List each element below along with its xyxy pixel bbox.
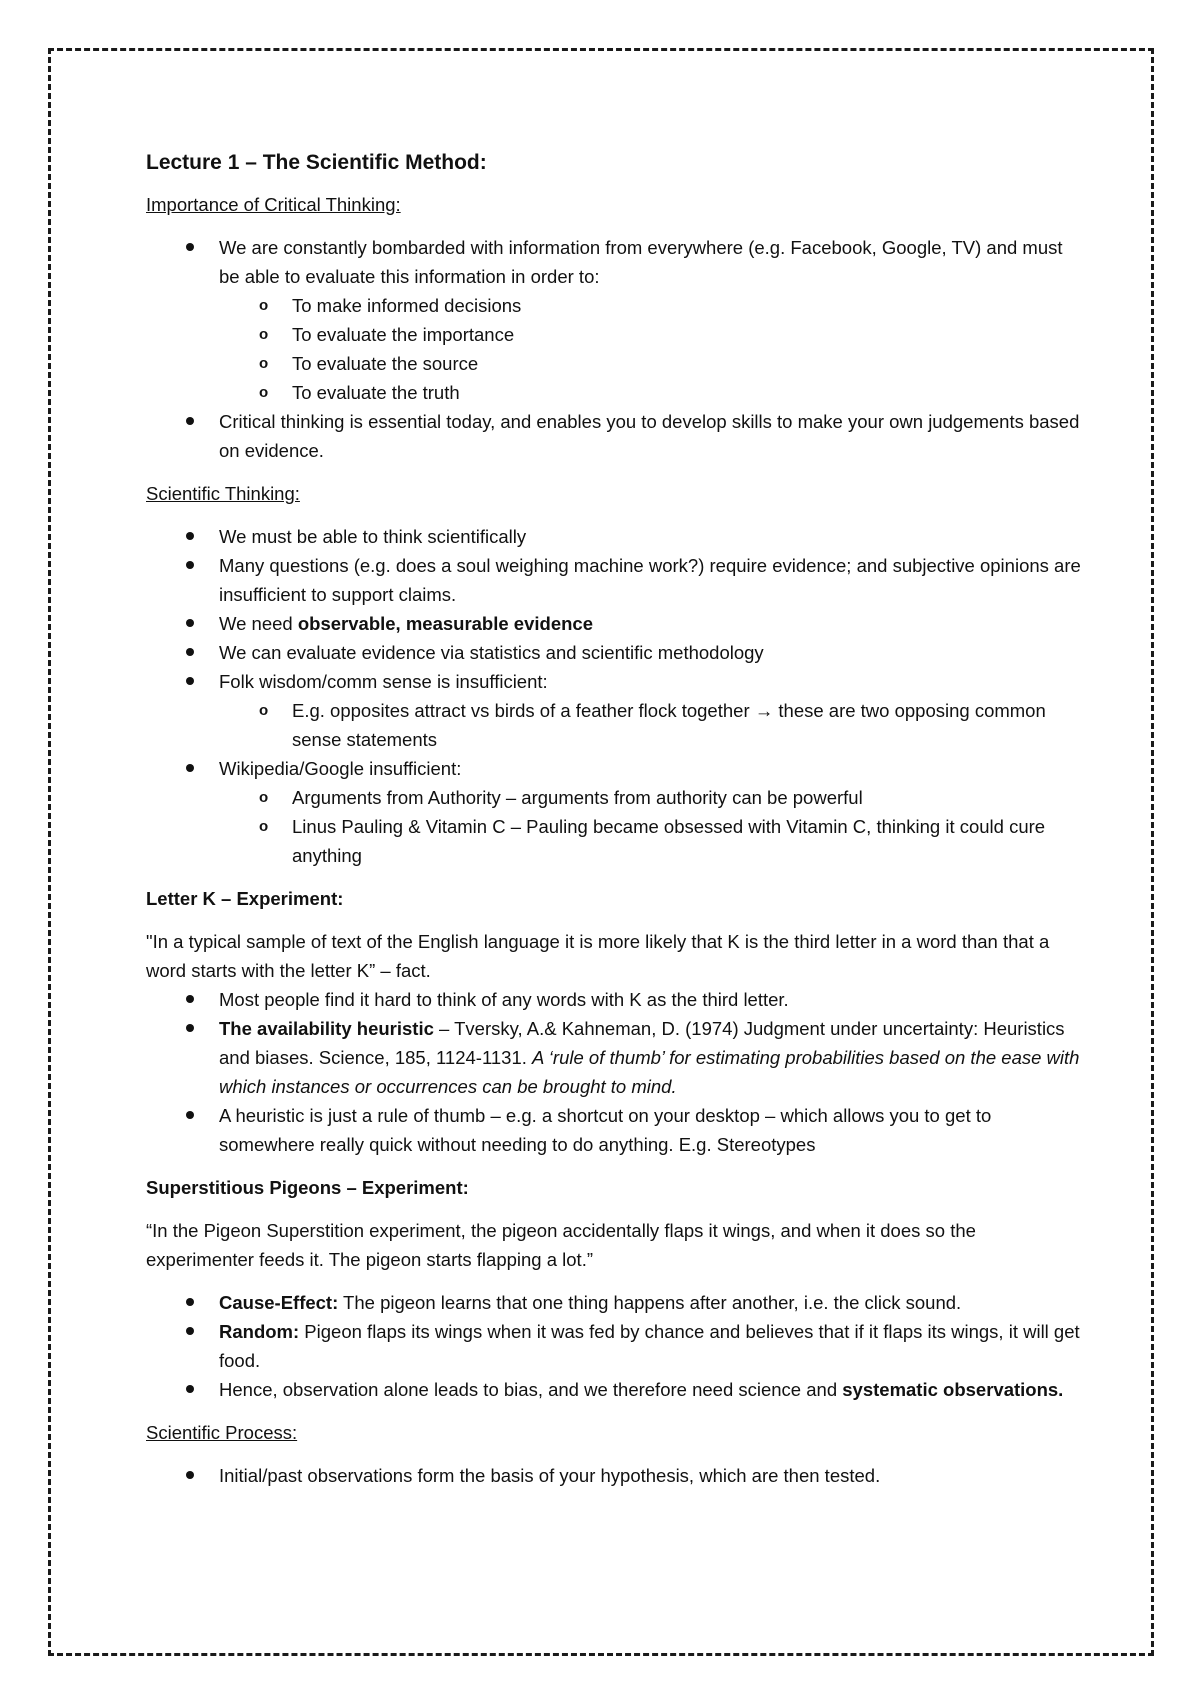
document-body xyxy=(146,148,1086,1504)
section-heading-scientific-thinking: Scientific Thinking: xyxy=(146,483,300,504)
scientific-process-list xyxy=(146,1461,1086,1490)
letter-k-quote: "In a typical sample of text of the English language it is more likely that K is the third letter in a word than that a word starts with the letter K” – fact. xyxy=(146,931,1050,981)
list-item: We must be able to think scientifically xyxy=(146,522,1086,551)
list-item: Critical thinking is essential today, and enables you to develop skills to make your own judgements based on evidence. xyxy=(146,407,1086,465)
list-item: We need observable, measurable evidence xyxy=(146,609,1086,638)
list-item: Initial/past observations form the basis of your hypothesis, which are then tested. xyxy=(146,1461,1086,1490)
sub-list-item: o Arguments from Authority – arguments from authority can be powerful xyxy=(219,783,1086,812)
section-heading-letter-k: Letter K – Experiment: xyxy=(146,888,344,909)
sub-list-item: o Linus Pauling & Vitamin C – Pauling became obsessed with Vitamin C, thinking it could cure anything xyxy=(219,812,1086,870)
sub-list-item: o E.g. opposites attract vs birds of a feather flock together → these are two opposing common sense statements xyxy=(219,696,1086,754)
pigeons-quote: “In the Pigeon Superstition experiment, the pigeon accidentally flaps it wings, and when it does so the experimenter feeds it. The pigeon starts flapping a lot.” xyxy=(146,1220,976,1270)
section-heading-scientific-process: Scientific Process: xyxy=(146,1422,298,1443)
sub-list xyxy=(219,696,1086,754)
sub-list-item: o To evaluate the source xyxy=(219,349,1086,378)
sub-list-item: o To evaluate the truth xyxy=(219,378,1086,407)
list-item: We can evaluate evidence via statistics and scientific methodology xyxy=(146,638,1086,667)
sub-list xyxy=(219,291,1086,407)
list-item: Hence, observation alone leads to bias, and we therefore need science and systematic observations. xyxy=(146,1375,1086,1404)
sub-list-item: o To evaluate the importance xyxy=(219,320,1086,349)
list-item: A heuristic is just a rule of thumb – e.g. a shortcut on your desktop – which allows you to get to somewhere really quick without needing to do anything. E.g. Stereotypes xyxy=(146,1101,1086,1159)
list-item: Most people find it hard to think of any words with K as the third letter. xyxy=(146,985,1086,1014)
list-item: We are constantly bombarded with information from everywhere (e.g. Facebook, Google, TV) and must be able to evaluate this information in order to: o To make informed decisions o To evaluate the importance o To evaluate the source o To evaluate the truth xyxy=(146,233,1086,407)
critical-thinking-list xyxy=(146,233,1086,465)
sub-list xyxy=(219,783,1086,870)
list-item: Folk wisdom/comm sense is insufficient: o E.g. opposites attract vs birds of a feather flock together → these are two opposing common sense statements xyxy=(146,667,1086,754)
list-item: The availability heuristic – Tversky, A.& Kahneman, D. (1974) Judgment under uncertainty: Heuristics and biases. Science, 185, 1124-1131. A ‘rule of thumb’ for estimating probabilities based on the ease with which instances or occurrences can be brought to mind. xyxy=(146,1014,1086,1101)
sub-list-item: o To make informed decisions xyxy=(219,291,1086,320)
section-heading-superstitious-pigeons: Superstitious Pigeons – Experiment: xyxy=(146,1177,469,1198)
letter-k-list xyxy=(146,985,1086,1159)
list-item: Cause-Effect: The pigeon learns that one thing happens after another, i.e. the click sound. xyxy=(146,1288,1086,1317)
list-item: Many questions (e.g. does a soul weighing machine work?) require evidence; and subjective opinions are insufficient to support claims. xyxy=(146,551,1086,609)
scientific-thinking-list xyxy=(146,522,1086,870)
list-item: Wikipedia/Google insufficient: o Arguments from Authority – arguments from authority can be powerful o Linus Pauling & Vitamin C – Pauling became obsessed with Vitamin C, thinking it could cure anything xyxy=(146,754,1086,870)
page-title: Lecture 1 – The Scientific Method: xyxy=(146,151,487,174)
section-heading-critical-thinking: Importance of Critical Thinking: xyxy=(146,194,401,215)
list-item: Random: Pigeon flaps its wings when it was fed by chance and believes that if it flaps its wings, it will get food. xyxy=(146,1317,1086,1375)
pigeons-list xyxy=(146,1288,1086,1404)
